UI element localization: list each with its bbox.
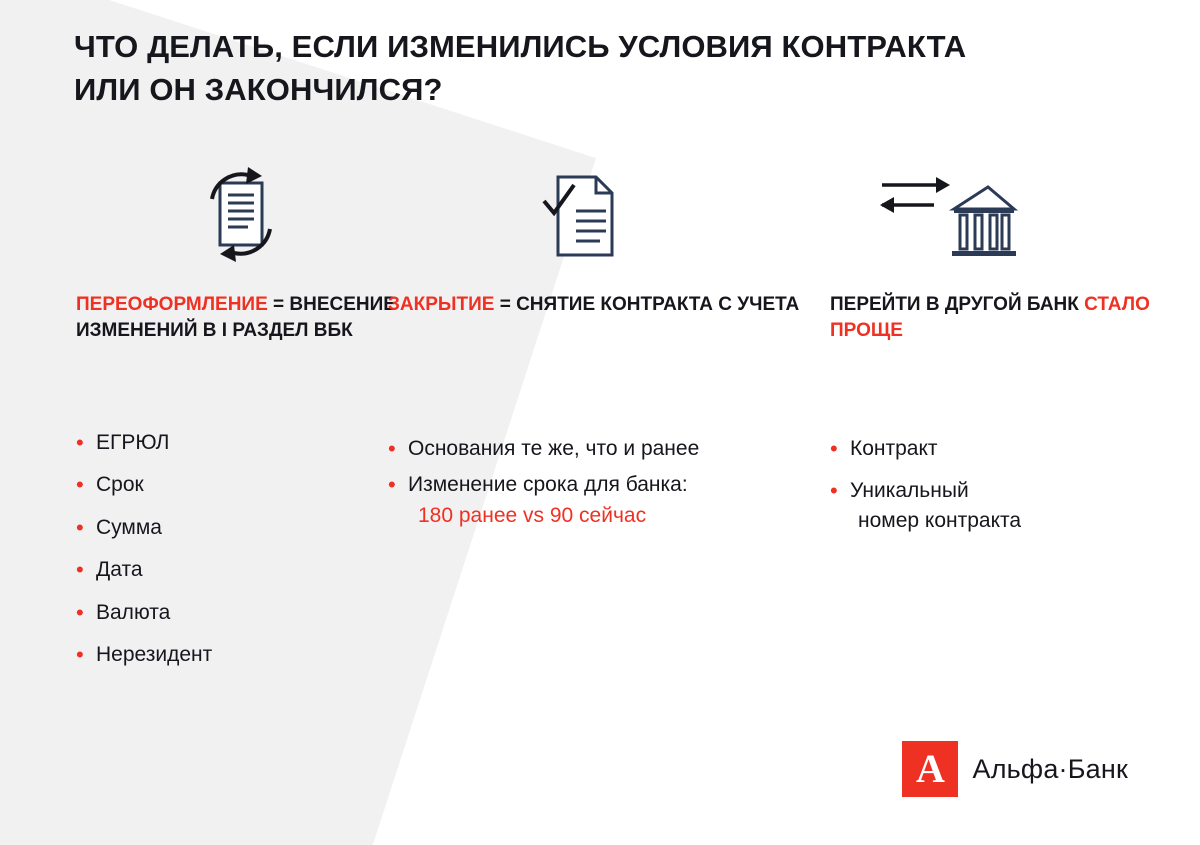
- column-pereoformlenie: [76, 160, 396, 687]
- alfa-bank-logo: [902, 741, 1128, 797]
- list-item: [76, 640, 396, 670]
- list-item-label: Срок: [96, 473, 144, 497]
- document-refresh-icon: [76, 160, 396, 270]
- document-check-icon: [388, 160, 808, 270]
- list-item: [830, 476, 1160, 536]
- list-item-label: Уникальный: [850, 478, 969, 502]
- list-item: [830, 434, 1160, 464]
- column-zakrytie: [388, 160, 808, 547]
- list-item-label: Дата: [96, 558, 143, 582]
- list-item-label: Изменение срока для банка:: [408, 473, 688, 497]
- heading-plain: ПЕРЕЙТИ В ДРУГОЙ БАНК: [830, 294, 1085, 315]
- heading-rest: = СНЯТИЕ КОНТРАКТА С УЧЕТА: [494, 294, 800, 315]
- logo-text: Альфа·Банк: [972, 753, 1128, 784]
- page-title: ЧТО ДЕЛАТЬ, ЕСЛИ ИЗМЕНИЛИСЬ УСЛОВИЯ КОНТРАКТА ИЛИ ОН ЗАКОНЧИЛСЯ?: [74, 29, 967, 107]
- list-item: [76, 470, 396, 500]
- list-item: [388, 470, 808, 531]
- columns-container: [0, 160, 1200, 720]
- list-item: [76, 555, 396, 585]
- bank-transfer-icon: [830, 160, 1160, 270]
- list-item-label: Валюта: [96, 600, 171, 624]
- list-item-label: Сумма: [96, 515, 162, 539]
- list-item: [76, 428, 396, 458]
- column-heading: [76, 292, 396, 380]
- bullet-list: [76, 428, 396, 671]
- heading-rest: = ВНЕСЕНИЕ ИЗМЕНЕНИЙ В I РАЗДЕЛ ВБК: [76, 294, 396, 342]
- list-item-continuation: номер контракта: [858, 508, 1022, 532]
- list-item: [76, 513, 396, 543]
- column-heading: [388, 292, 808, 380]
- heading-accent: ЗАКРЫТИЕ: [388, 294, 495, 315]
- heading-accent: СТАЛО ПРОЩЕ: [830, 294, 1150, 342]
- bullet-list: [830, 434, 1160, 535]
- bullet-list: [388, 434, 808, 531]
- list-item-label: Контракт: [850, 437, 938, 460]
- logo-mark: A: [902, 741, 958, 797]
- list-item-subtext: 180 ранее vs 90 сейчас: [418, 503, 647, 527]
- column-heading: [830, 292, 1160, 380]
- list-item: [388, 434, 808, 464]
- list-item-label: Нерезидент: [96, 643, 213, 667]
- heading-accent: ПЕРЕОФОРМЛЕНИЕ: [76, 294, 268, 315]
- column-perehod-v-drugoy-bank: [830, 160, 1160, 551]
- list-item-label: ЕГРЮЛ: [96, 431, 170, 454]
- list-item-label: Основания те же, что и ранее: [408, 437, 700, 460]
- list-item: [76, 598, 396, 628]
